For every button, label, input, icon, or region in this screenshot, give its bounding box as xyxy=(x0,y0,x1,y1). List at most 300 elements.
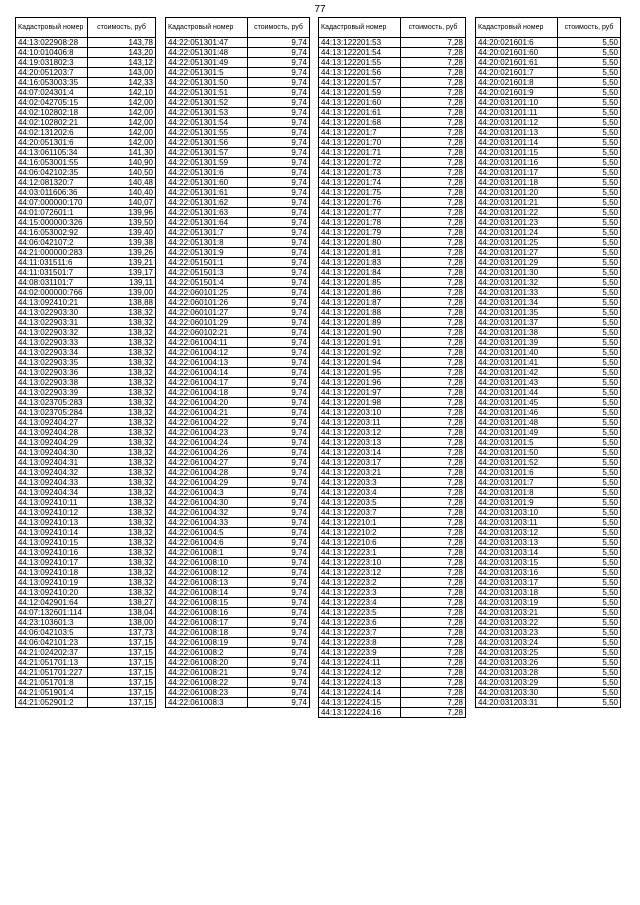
cost-cell: 7,28 xyxy=(401,298,466,308)
cost-cell: 138,32 xyxy=(88,378,156,388)
table-row xyxy=(319,568,466,578)
cost-cell: 9,74 xyxy=(248,308,310,318)
cost-cell: 7,28 xyxy=(401,178,466,188)
cadastral-number-cell: 44:20:031203:14 xyxy=(476,548,558,558)
cadastral-number-cell: 44:22:061008:20 xyxy=(166,658,248,668)
table-row xyxy=(166,208,310,218)
cost-cell: 7,28 xyxy=(401,598,466,608)
table-row xyxy=(476,358,621,368)
cost-cell: 9,74 xyxy=(248,118,310,128)
table-row xyxy=(476,568,621,578)
table-row xyxy=(16,618,156,628)
table-row xyxy=(476,488,621,498)
cost-cell: 7,28 xyxy=(401,98,466,108)
cost-cell: 9,74 xyxy=(248,688,310,698)
table-row xyxy=(319,668,466,678)
cadastral-number-cell: 44:13:122201:87 xyxy=(319,298,401,308)
cost-cell: 5,50 xyxy=(558,458,621,468)
cadastral-number-cell: 44:22:061004:3 xyxy=(166,488,248,498)
cadastral-number-cell: 44:20:031203:22 xyxy=(476,618,558,628)
cost-cell: 9,74 xyxy=(248,538,310,548)
cadastral-number-cell: 44:13:122201:83 xyxy=(319,258,401,268)
table-row xyxy=(319,178,466,188)
cadastral-number-cell: 44:22:061004:27 xyxy=(166,458,248,468)
cadastral-number-cell: 44:11:031501:7 xyxy=(16,268,88,278)
cost-cell: 7,28 xyxy=(401,118,466,128)
cost-cell: 5,50 xyxy=(558,298,621,308)
table-row xyxy=(319,528,466,538)
table-row xyxy=(166,78,310,88)
table-row xyxy=(319,338,466,348)
cost-cell: 5,50 xyxy=(558,78,621,88)
cadastral-number-cell: 44:20:031201:37 xyxy=(476,318,558,328)
cost-cell: 7,28 xyxy=(401,478,466,488)
cost-cell: 9,74 xyxy=(248,258,310,268)
table-row xyxy=(476,688,621,698)
cost-cell: 5,50 xyxy=(558,618,621,628)
table-row xyxy=(16,598,156,608)
cost-cell: 5,50 xyxy=(558,578,621,588)
cost-cell: 5,50 xyxy=(558,118,621,128)
cadastral-number-cell: 44:13:122201:80 xyxy=(319,238,401,248)
cadastral-number-cell: 44:20:031201:30 xyxy=(476,268,558,278)
table-row xyxy=(16,458,156,468)
table-row xyxy=(16,478,156,488)
table-row xyxy=(319,48,466,58)
cadastral-number-cell: 44:13:122201:98 xyxy=(319,398,401,408)
cost-cell: 138,32 xyxy=(88,338,156,348)
table-row xyxy=(166,268,310,278)
table-row xyxy=(166,48,310,58)
cadastral-number-cell: 44:13:122201:95 xyxy=(319,368,401,378)
cost-cell: 7,28 xyxy=(401,488,466,498)
table-row xyxy=(16,128,156,138)
cadastral-number-cell: 44:20:021601:61 xyxy=(476,58,558,68)
cadastral-number-cell: 44:13:122201:56 xyxy=(319,68,401,78)
cadastral-number-cell: 44:22:051301:63 xyxy=(166,208,248,218)
cadastral-number-cell: 44:13:122201:55 xyxy=(319,58,401,68)
table-row xyxy=(319,348,466,358)
table-row xyxy=(476,348,621,358)
cadastral-number-cell: 44:13:122201:77 xyxy=(319,208,401,218)
table-row xyxy=(476,228,621,238)
cadastral-number-cell: 44:13:122223:1 xyxy=(319,548,401,558)
cost-cell: 9,74 xyxy=(248,638,310,648)
column-header-number: Кадастровый номер xyxy=(319,18,401,38)
table-row xyxy=(16,158,156,168)
cost-cell: 5,50 xyxy=(558,38,621,48)
cadastral-number-cell: 44:13:122203:13 xyxy=(319,438,401,448)
cost-cell: 140,50 xyxy=(88,168,156,178)
registry-tables xyxy=(15,17,625,882)
cadastral-number-cell: 44:22:061008:3 xyxy=(166,698,248,708)
table-row xyxy=(476,548,621,558)
table-row xyxy=(166,148,310,158)
table-row xyxy=(319,548,466,558)
cadastral-number-cell: 44:13:092410:17 xyxy=(16,558,88,568)
cost-cell: 9,74 xyxy=(248,148,310,158)
table-row xyxy=(476,208,621,218)
cost-cell: 5,50 xyxy=(558,318,621,328)
cost-cell: 5,50 xyxy=(558,698,621,708)
cost-cell: 9,74 xyxy=(248,108,310,118)
cadastral-number-cell: 44:22:051301:7 xyxy=(166,228,248,238)
table-row xyxy=(16,208,156,218)
cost-cell: 5,50 xyxy=(558,418,621,428)
cost-cell: 9,74 xyxy=(248,318,310,328)
cadastral-number-cell: 44:13:092410:18 xyxy=(16,568,88,578)
cadastral-number-cell: 44:20:031201:39 xyxy=(476,338,558,348)
cadastral-number-cell: 44:20:031201:11 xyxy=(476,108,558,118)
table-row xyxy=(16,328,156,338)
cadastral-number-cell: 44:13:122201:96 xyxy=(319,378,401,388)
cost-cell: 9,74 xyxy=(248,48,310,58)
cost-cell: 138,32 xyxy=(88,308,156,318)
table-row xyxy=(16,378,156,388)
cadastral-number-cell: 44:01:072601:1 xyxy=(16,208,88,218)
table-row xyxy=(319,208,466,218)
cadastral-number-cell: 44:22:061004:32 xyxy=(166,508,248,518)
cadastral-number-cell: 44:20:021601:7 xyxy=(476,68,558,78)
cost-cell: 7,28 xyxy=(401,318,466,328)
table-row xyxy=(16,78,156,88)
cost-cell: 7,28 xyxy=(401,468,466,478)
cost-cell: 9,74 xyxy=(248,368,310,378)
cadastral-number-cell: 44:13:122224:15 xyxy=(319,698,401,708)
cost-cell: 7,28 xyxy=(401,188,466,198)
cost-cell: 7,28 xyxy=(401,648,466,658)
table-row xyxy=(319,418,466,428)
cadastral-number-cell: 44:22:061004:20 xyxy=(166,398,248,408)
cost-cell: 9,74 xyxy=(248,168,310,178)
cost-cell: 142,00 xyxy=(88,108,156,118)
cadastral-number-cell: 44:13:092404:34 xyxy=(16,488,88,498)
table-row xyxy=(16,318,156,328)
cost-cell: 138,32 xyxy=(88,548,156,558)
table-row xyxy=(16,178,156,188)
cadastral-number-cell: 44:22:061004:6 xyxy=(166,538,248,548)
cost-cell: 5,50 xyxy=(558,428,621,438)
cost-cell: 140,07 xyxy=(88,198,156,208)
cadastral-number-cell: 44:20:031201:33 xyxy=(476,288,558,298)
cost-cell: 137,73 xyxy=(88,628,156,638)
cadastral-number-cell: 44:20:021601:9 xyxy=(476,88,558,98)
cadastral-number-cell: 44:20:031203:21 xyxy=(476,608,558,618)
table-row xyxy=(166,558,310,568)
table-row xyxy=(476,148,621,158)
cadastral-number-cell: 44:13:122224:12 xyxy=(319,668,401,678)
cadastral-number-cell: 44:13:022903:36 xyxy=(16,368,88,378)
table-row xyxy=(319,458,466,468)
cadastral-number-cell: 44:20:031201:27 xyxy=(476,248,558,258)
cost-cell: 5,50 xyxy=(558,98,621,108)
cadastral-number-cell: 44:13:092404:32 xyxy=(16,468,88,478)
column-header-cost: стоимость, руб xyxy=(401,18,466,38)
cost-cell: 5,50 xyxy=(558,448,621,458)
cadastral-number-cell: 44:13:122203:4 xyxy=(319,488,401,498)
table-row xyxy=(16,658,156,668)
table-row xyxy=(476,478,621,488)
table-row xyxy=(476,88,621,98)
table-row xyxy=(16,568,156,578)
cost-cell: 9,74 xyxy=(248,328,310,338)
cost-cell: 7,28 xyxy=(401,378,466,388)
cadastral-number-cell: 44:20:031203:17 xyxy=(476,578,558,588)
cadastral-number-cell: 44:20:031201:38 xyxy=(476,328,558,338)
table-row xyxy=(319,538,466,548)
table-row xyxy=(476,328,621,338)
cost-cell: 9,74 xyxy=(248,418,310,428)
table-row xyxy=(166,688,310,698)
cost-cell: 7,28 xyxy=(401,418,466,428)
table-row xyxy=(166,548,310,558)
table-row xyxy=(166,638,310,648)
cadastral-number-cell: 44:22:051301:60 xyxy=(166,178,248,188)
table-row xyxy=(476,668,621,678)
cost-cell: 9,74 xyxy=(248,58,310,68)
cadastral-number-cell: 44:13:122201:59 xyxy=(319,88,401,98)
table-row xyxy=(319,518,466,528)
table-row xyxy=(16,698,156,708)
cost-cell: 5,50 xyxy=(558,468,621,478)
table-row xyxy=(166,618,310,628)
cadastral-number-cell: 44:20:031201:23 xyxy=(476,218,558,228)
table-row xyxy=(16,148,156,158)
cadastral-number-cell: 44:13:122201:76 xyxy=(319,198,401,208)
table-row xyxy=(319,328,466,338)
cadastral-number-cell: 44:22:061008:1 xyxy=(166,548,248,558)
cadastral-number-cell: 44:13:122201:90 xyxy=(319,328,401,338)
cadastral-number-cell: 44:13:122223:9 xyxy=(319,648,401,658)
cadastral-number-cell: 44:20:031201:52 xyxy=(476,458,558,468)
table-row xyxy=(476,438,621,448)
cost-cell: 138,32 xyxy=(88,468,156,478)
cadastral-number-cell: 44:20:021601:8 xyxy=(476,78,558,88)
table-row xyxy=(166,668,310,678)
cadastral-number-cell: 44:13:122201:85 xyxy=(319,278,401,288)
cost-cell: 138,00 xyxy=(88,618,156,628)
table-row xyxy=(476,398,621,408)
cadastral-number-cell: 44:20:031201:9 xyxy=(476,498,558,508)
cost-cell: 5,50 xyxy=(558,568,621,578)
table-row xyxy=(16,48,156,58)
table-row xyxy=(319,428,466,438)
table-row xyxy=(319,608,466,618)
cost-cell: 5,50 xyxy=(558,358,621,368)
cadastral-number-cell: 44:07:132601:114 xyxy=(16,608,88,618)
cost-cell: 5,50 xyxy=(558,378,621,388)
cadastral-number-cell: 44:20:051203:7 xyxy=(16,68,88,78)
table-row xyxy=(166,598,310,608)
page-number: 77 xyxy=(314,4,326,15)
cadastral-number-cell: 44:22:061004:13 xyxy=(166,358,248,368)
table-row xyxy=(476,578,621,588)
cost-cell: 7,28 xyxy=(401,428,466,438)
table-row xyxy=(16,368,156,378)
cost-cell: 137,15 xyxy=(88,658,156,668)
cadastral-number-cell: 44:13:122201:75 xyxy=(319,188,401,198)
cost-cell: 9,74 xyxy=(248,188,310,198)
table-row xyxy=(16,168,156,178)
cadastral-number-cell: 44:20:031203:15 xyxy=(476,558,558,568)
table-row xyxy=(476,48,621,58)
cadastral-number-cell: 44:13:122223:7 xyxy=(319,628,401,638)
cost-cell: 137,15 xyxy=(88,648,156,658)
cost-cell: 143,78 xyxy=(88,38,156,48)
cadastral-number-cell: 44:13:122223:6 xyxy=(319,618,401,628)
cost-cell: 9,74 xyxy=(248,478,310,488)
table-row xyxy=(319,618,466,628)
cost-cell: 9,74 xyxy=(248,698,310,708)
cost-cell: 5,50 xyxy=(558,188,621,198)
cadastral-number-cell: 44:20:031201:18 xyxy=(476,178,558,188)
cadastral-number-cell: 44:22:061004:18 xyxy=(166,388,248,398)
table-row xyxy=(166,118,310,128)
cost-cell: 7,28 xyxy=(401,668,466,678)
cadastral-number-cell: 44:13:122203:17 xyxy=(319,458,401,468)
cadastral-number-cell: 44:22:061004:26 xyxy=(166,448,248,458)
table-row xyxy=(319,358,466,368)
table-row xyxy=(476,618,621,628)
table-row xyxy=(16,138,156,148)
table-row xyxy=(166,158,310,168)
cadastral-number-cell: 44:16:053002:92 xyxy=(16,228,88,238)
cost-cell: 137,15 xyxy=(88,698,156,708)
cadastral-number-cell: 44:20:031203:23 xyxy=(476,628,558,638)
cadastral-number-cell: 44:20:031203:11 xyxy=(476,518,558,528)
cost-cell: 138,32 xyxy=(88,328,156,338)
table-row xyxy=(16,358,156,368)
table-row xyxy=(16,578,156,588)
cost-cell: 7,28 xyxy=(401,578,466,588)
table-row xyxy=(166,108,310,118)
table-row xyxy=(476,598,621,608)
cost-cell: 9,74 xyxy=(248,628,310,638)
cost-cell: 7,28 xyxy=(401,228,466,238)
cost-cell: 7,28 xyxy=(401,528,466,538)
table-row xyxy=(166,478,310,488)
cost-cell: 9,74 xyxy=(248,378,310,388)
table-row xyxy=(319,98,466,108)
cadastral-number-cell: 44:13:092404:28 xyxy=(16,428,88,438)
table-row xyxy=(166,528,310,538)
table-row xyxy=(166,658,310,668)
cost-cell: 142,00 xyxy=(88,118,156,128)
cost-cell: 138,32 xyxy=(88,348,156,358)
cost-cell: 7,28 xyxy=(401,208,466,218)
cost-cell: 9,74 xyxy=(248,358,310,368)
cost-cell: 5,50 xyxy=(558,208,621,218)
cost-cell: 7,28 xyxy=(401,438,466,448)
cost-cell: 141,30 xyxy=(88,148,156,158)
table-row xyxy=(166,128,310,138)
cost-cell: 9,74 xyxy=(248,398,310,408)
cadastral-number-cell: 44:22:051501:4 xyxy=(166,278,248,288)
cadastral-number-cell: 44:13:122201:91 xyxy=(319,338,401,348)
table-row xyxy=(476,248,621,258)
cadastral-number-cell: 44:13:122203:11 xyxy=(319,418,401,428)
table-row xyxy=(476,78,621,88)
cadastral-number-cell: 44:20:031201:13 xyxy=(476,128,558,138)
cost-cell: 5,50 xyxy=(558,68,621,78)
cadastral-number-cell: 44:22:061004:29 xyxy=(166,478,248,488)
table-row xyxy=(166,58,310,68)
cadastral-number-cell: 44:02:000000:766 xyxy=(16,288,88,298)
table-row xyxy=(319,38,466,48)
cost-cell: 138,32 xyxy=(88,418,156,428)
cadastral-number-cell: 44:13:122201:74 xyxy=(319,178,401,188)
cost-cell: 138,04 xyxy=(88,608,156,618)
table-row xyxy=(476,368,621,378)
table-row xyxy=(16,188,156,198)
cadastral-number-cell: 44:06:042107:2 xyxy=(16,238,88,248)
table-row xyxy=(476,68,621,78)
cadastral-number-cell: 44:13:122201:94 xyxy=(319,358,401,368)
cost-cell: 138,32 xyxy=(88,458,156,468)
cadastral-number-cell: 44:22:061004:24 xyxy=(166,438,248,448)
cost-cell: 143,12 xyxy=(88,58,156,68)
table-row xyxy=(319,288,466,298)
cadastral-number-cell: 44:03:011606:36 xyxy=(16,188,88,198)
table-row xyxy=(319,678,466,688)
cadastral-number-cell: 44:22:051301:48 xyxy=(166,48,248,58)
cadastral-number-cell: 44:20:031203:26 xyxy=(476,658,558,668)
cost-cell: 7,28 xyxy=(401,108,466,118)
cost-cell: 5,50 xyxy=(558,388,621,398)
cost-cell: 9,74 xyxy=(248,128,310,138)
table-row xyxy=(476,588,621,598)
table-row xyxy=(166,588,310,598)
table-row xyxy=(166,248,310,258)
cost-cell: 7,28 xyxy=(401,368,466,378)
cadastral-number-cell: 44:20:031203:25 xyxy=(476,648,558,658)
table-row xyxy=(476,278,621,288)
cost-cell: 139,26 xyxy=(88,248,156,258)
table-row xyxy=(166,538,310,548)
cadastral-number-cell: 44:22:061004:14 xyxy=(166,368,248,378)
cost-cell: 7,28 xyxy=(401,348,466,358)
cost-cell: 9,74 xyxy=(248,248,310,258)
cost-cell: 138,32 xyxy=(88,558,156,568)
table-row xyxy=(319,578,466,588)
cost-cell: 9,74 xyxy=(248,348,310,358)
table-row xyxy=(476,698,621,708)
cadastral-number-cell: 44:13:122201:57 xyxy=(319,78,401,88)
cost-cell: 138,32 xyxy=(88,428,156,438)
table-row xyxy=(166,38,310,48)
table-row xyxy=(166,388,310,398)
cost-cell: 5,50 xyxy=(558,158,621,168)
cost-cell: 5,50 xyxy=(558,648,621,658)
table-row xyxy=(16,518,156,528)
table-row xyxy=(476,458,621,468)
table-row xyxy=(16,548,156,558)
cost-cell: 9,74 xyxy=(248,208,310,218)
table-row xyxy=(319,478,466,488)
cadastral-number-cell: 44:13:092410:15 xyxy=(16,538,88,548)
cost-cell: 7,28 xyxy=(401,138,466,148)
cadastral-number-cell: 44:20:031201:20 xyxy=(476,188,558,198)
cadastral-number-cell: 44:13:122201:92 xyxy=(319,348,401,358)
cost-cell: 138,32 xyxy=(88,528,156,538)
cadastral-number-cell: 44:13:122223:2 xyxy=(319,578,401,588)
table-row xyxy=(166,138,310,148)
cadastral-number-cell: 44:13:022903:31 xyxy=(16,318,88,328)
table-row xyxy=(476,538,621,548)
cadastral-number-cell: 44:20:051301:6 xyxy=(16,138,88,148)
cost-cell: 138,32 xyxy=(88,588,156,598)
cost-cell: 7,28 xyxy=(401,678,466,688)
